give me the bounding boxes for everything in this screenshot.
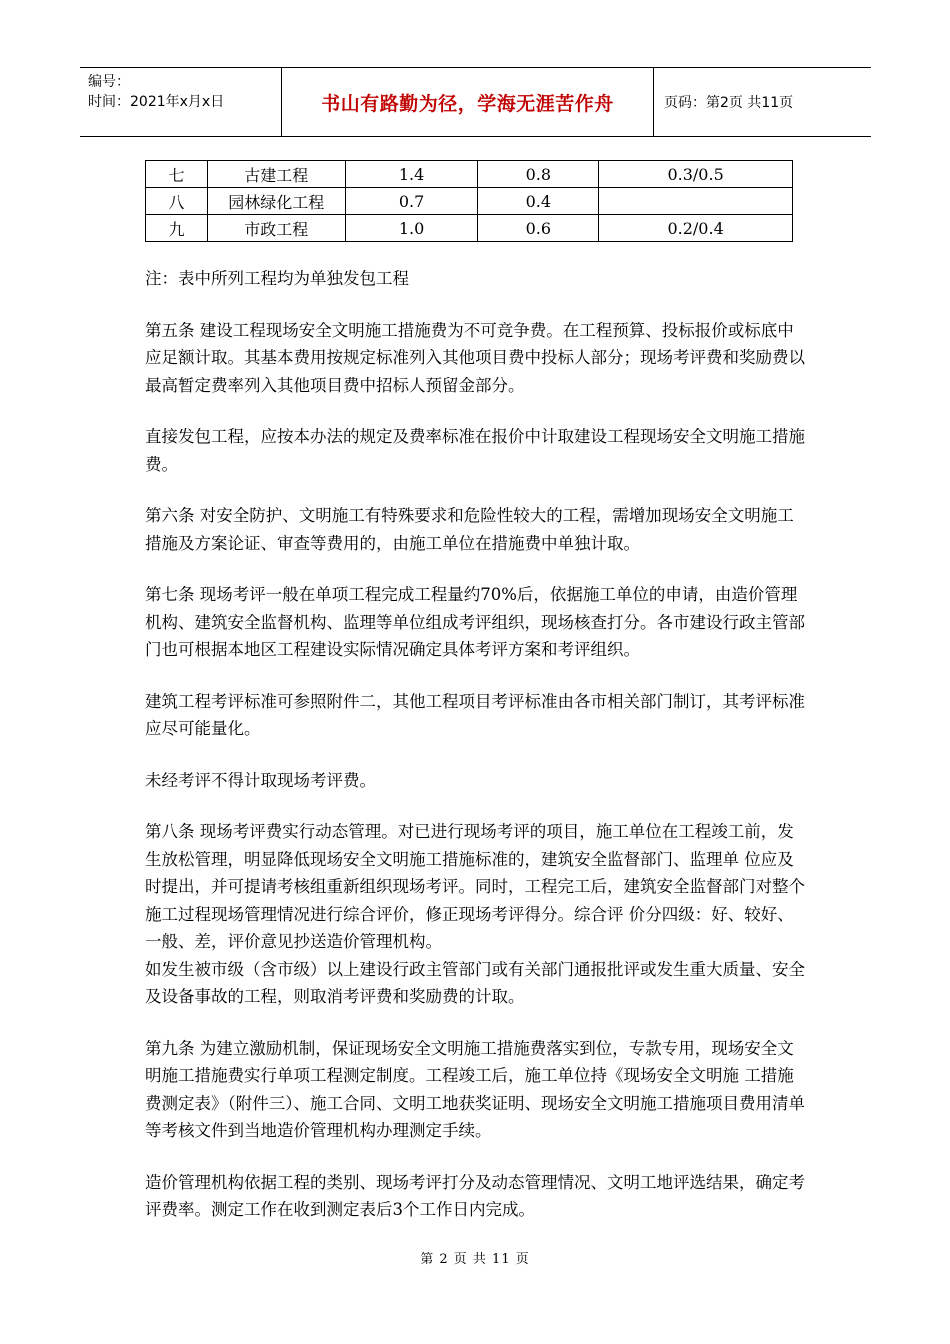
table-cell: 0.2/0.4	[599, 215, 793, 242]
paragraph-cancellation: 如发生被市级（含市级）以上建设行政主管部门或有关部门通报批评或发生重大质量、安全及设备事故的工程，则取消考评费和奖励费的计取。	[145, 959, 805, 1006]
article-6: 第六条 对安全防护、文明施工有特殊要求和危险性较大的工程，需增加现场安全文明施工措施及方案论证、审查等费用的，由施工单位在措施费中单独计取。	[145, 506, 794, 553]
table-cell: 九	[146, 215, 208, 242]
document-time: 时间：2021年x月x日	[88, 94, 225, 110]
table-cell: 0.6	[478, 215, 599, 242]
table-note: 注：表中所列工程均为单独发包工程	[145, 269, 409, 288]
table-cell: 七	[146, 161, 208, 188]
article-5: 第五条 建设工程现场安全文明施工措施费为不可竞争费。在工程预算、投标报价或标底中应足额计取。其基本费用按规定标准列入其他项目费中投标人部分；现场考评费和奖励费以最高暂定费率列入其他项目费中招标人预留金部分。	[145, 320, 805, 395]
header-motto: 书山有路勤为径，学海无涯苦作舟	[282, 68, 654, 136]
table-row	[146, 215, 793, 242]
paragraph-no-evaluation: 未经考评不得计取现场考评费。	[145, 770, 376, 790]
table-row	[146, 161, 793, 188]
rate-table	[145, 160, 793, 242]
document-number: 编号：	[88, 74, 130, 90]
table-cell: 0.7	[345, 188, 478, 215]
table-cell: 市政工程	[207, 215, 345, 242]
article-7: 第七条 现场考评一般在单项工程完成工程量约70%后，依据施工单位的申请，由造价管理机构、建筑安全监督机构、监理等单位组成考评组织，现场核查打分。各市建设行政主管部门也可根据本地区工程建设实际情况确定具体考评方案和考评组织。	[145, 585, 805, 659]
document-body	[145, 265, 810, 1248]
header-page-info: 页码：第2页 共11页	[664, 95, 794, 111]
page-header	[80, 67, 871, 137]
table-cell: 0.3/0.5	[599, 161, 793, 188]
paragraph-rate-determination: 造价管理机构依据工程的类别、现场考评打分及动态管理情况、文明工地评选结果，确定考评费率。测定工作在收到测定表后3个工作日内完成。	[145, 1172, 805, 1219]
table-row	[146, 188, 793, 215]
article-9: 第九条 为建立激励机制，保证现场安全文明施工措施费落实到位，专款专用，现场安全文明施工措施费实行单项工程测定制度。工程竣工后，施工单位持《现场安全文明施 工措施费测定表》（附件三）、施工合同、文明工地获奖证明、现场安全文明施工措施项目费用清单等考核文件到当地造价管理机构办理测定手续。	[145, 1038, 805, 1140]
page-footer: 第 2 页 共 11 页	[420, 1252, 530, 1267]
table-cell: 0.8	[478, 161, 599, 188]
table-cell: 0.4	[478, 188, 599, 215]
table-cell: 园林绿化工程	[207, 188, 345, 215]
article-8: 第八条 现场考评费实行动态管理。对已进行现场考评的项目，施工单位在工程竣工前，发生放松管理，明显降低现场安全文明施工措施标准的，建筑安全监督部门、监理单 位应及时提出，并可提请考核组重新组织现场考评。同时，工程完工后，建筑安全监督部门对整个施工过程现场管理情况进行综合评价，修正现场考评得分。综合评 价分四级：好、较好、一般、差，评价意见抄送造价管理机构。	[145, 822, 805, 951]
table-cell: 1.0	[345, 215, 478, 242]
table-cell: 1.4	[345, 161, 478, 188]
paragraph-evaluation-standard: 建筑工程考评标准可参照附件二，其他工程项目考评标准由各市相关部门制订，其考评标准应尽可能量化。	[145, 691, 805, 738]
paragraph-direct-contract: 直接发包工程，应按本办法的规定及费率标准在报价中计取建设工程现场安全文明施工措施费。	[145, 427, 805, 474]
header-meta	[80, 68, 282, 136]
table-cell: 八	[146, 188, 208, 215]
table-cell: 古建工程	[207, 161, 345, 188]
table-cell	[599, 188, 793, 215]
